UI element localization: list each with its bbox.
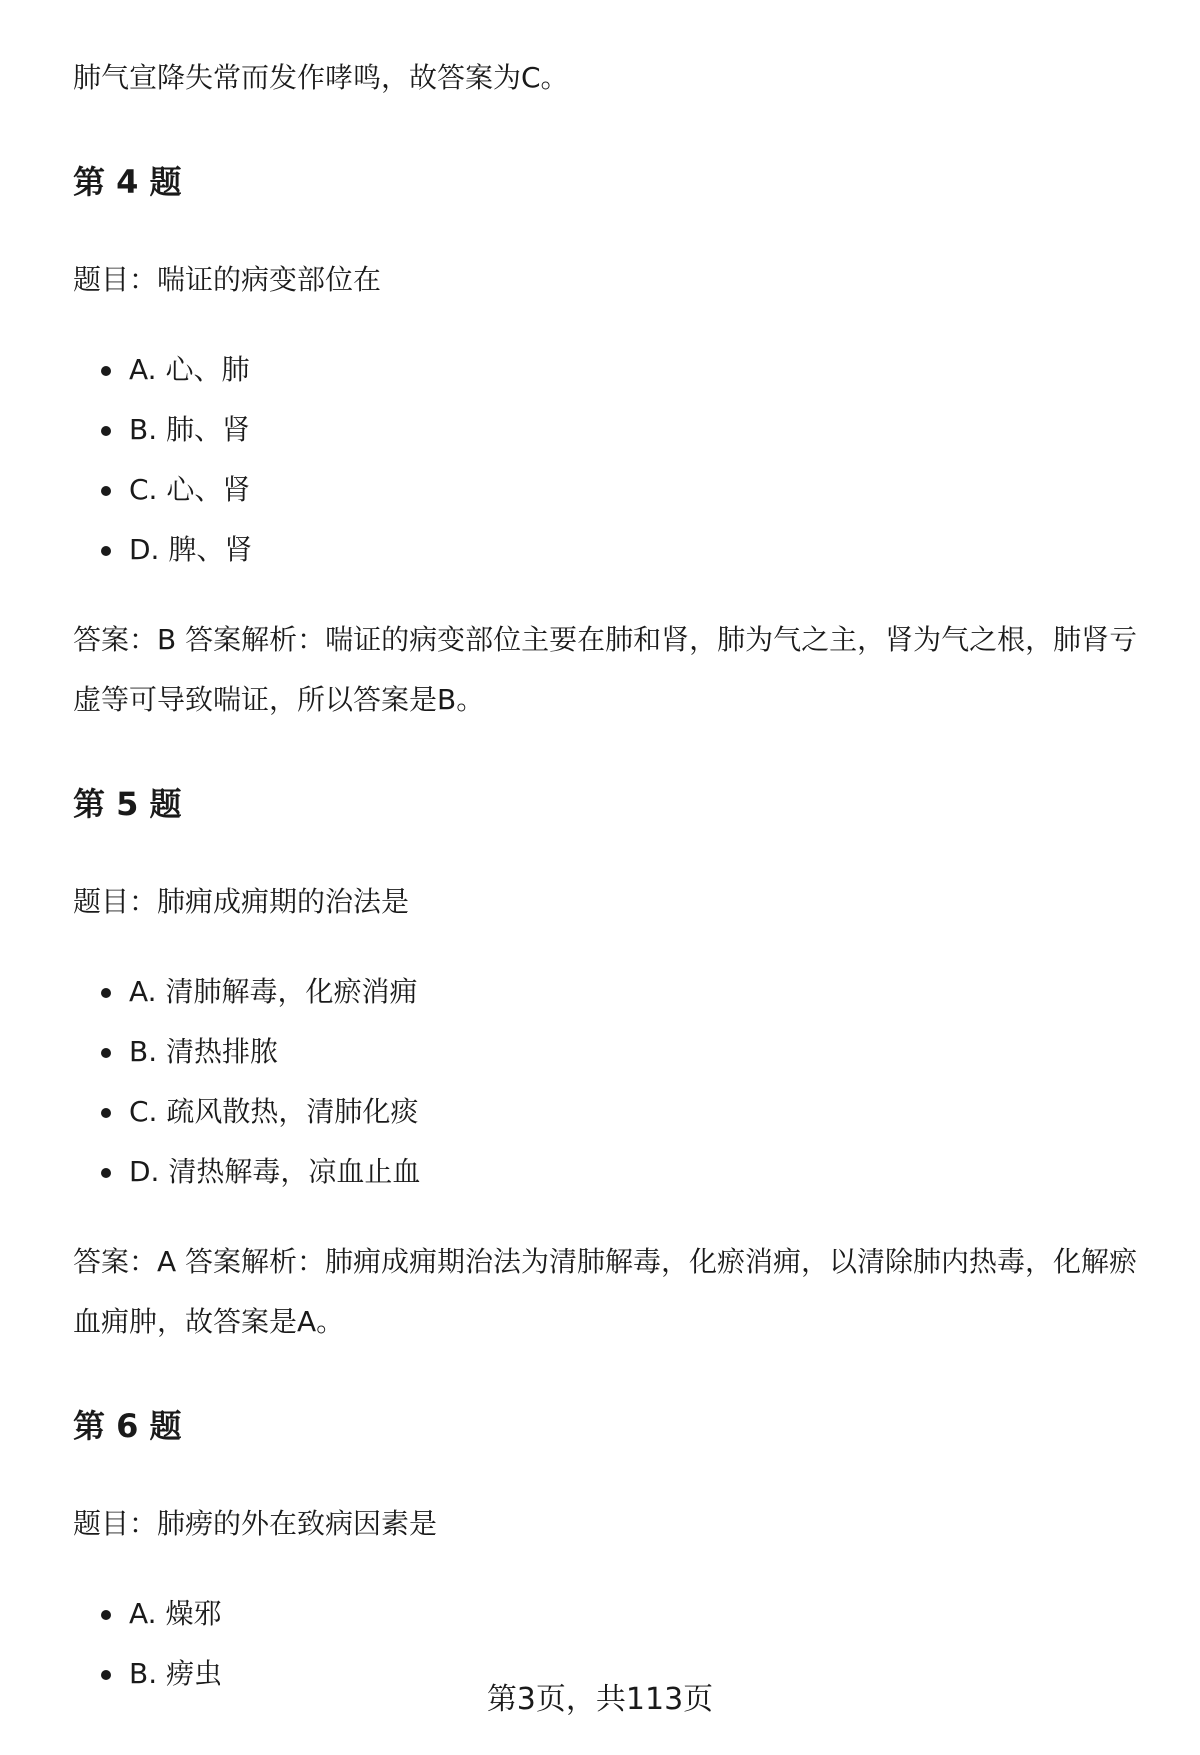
option-item	[73, 400, 1143, 460]
option-text: D. 清热解毒，凉血止血	[129, 1155, 421, 1188]
option-item	[73, 1022, 1143, 1082]
option-text: C. 心、肾	[129, 473, 251, 506]
question-heading: 第 6 题	[73, 1407, 182, 1445]
question-heading: 第 5 题	[73, 785, 182, 823]
option-item	[73, 1142, 1143, 1202]
question-block-6	[73, 1396, 1143, 1704]
option-item	[73, 962, 1143, 1022]
option-text: D. 脾、肾	[129, 533, 253, 566]
bullet-icon	[101, 1610, 111, 1620]
document-page	[73, 0, 1143, 1704]
question-heading: 第 4 题	[73, 163, 182, 201]
option-list	[73, 340, 1143, 580]
option-text: C. 疏风散热，清肺化痰	[129, 1095, 419, 1128]
bullet-icon	[101, 988, 111, 998]
answer-explanation: 答案：B 答案解析：喘证的病变部位主要在肺和肾，肺为气之主，肾为气之根，肺肾亏虚等可导致喘证，所以答案是B。	[73, 623, 1138, 716]
page-number-footer: 第3页，共113页	[486, 1682, 714, 1717]
bullet-icon	[101, 1168, 111, 1178]
previous-answer-continuation: 肺气宣降失常而发作哮鸣，故答案为C。	[73, 61, 569, 94]
option-text: B. 清热排脓	[129, 1035, 279, 1068]
bullet-icon	[101, 366, 111, 376]
option-list	[73, 962, 1143, 1202]
option-item	[73, 1584, 1143, 1644]
option-item	[73, 520, 1143, 580]
bullet-icon	[101, 546, 111, 556]
bullet-icon	[101, 1048, 111, 1058]
option-item	[73, 460, 1143, 520]
question-stem: 题目：肺痈成痈期的治法是	[73, 885, 410, 918]
bullet-icon	[101, 1108, 111, 1118]
option-text: B. 肺、肾	[129, 413, 251, 446]
option-text: B. 痨虫	[129, 1657, 223, 1690]
bullet-icon	[101, 426, 111, 436]
option-text: A. 燥邪	[129, 1597, 222, 1630]
question-block-4	[73, 152, 1143, 730]
question-block-5	[73, 774, 1143, 1352]
option-item	[73, 1082, 1143, 1142]
answer-explanation: 答案：A 答案解析：肺痈成痈期治法为清肺解毒，化瘀消痈，以清除肺内热毒，化解瘀血痈肿，故答案是A。	[73, 1245, 1138, 1338]
bullet-icon	[101, 486, 111, 496]
question-stem: 题目：喘证的病变部位在	[73, 263, 382, 296]
option-item	[73, 340, 1143, 400]
option-text: A. 心、肺	[129, 353, 250, 386]
question-stem: 题目：肺痨的外在致病因素是	[73, 1507, 438, 1540]
option-text: A. 清肺解毒，化瘀消痈	[129, 975, 418, 1008]
